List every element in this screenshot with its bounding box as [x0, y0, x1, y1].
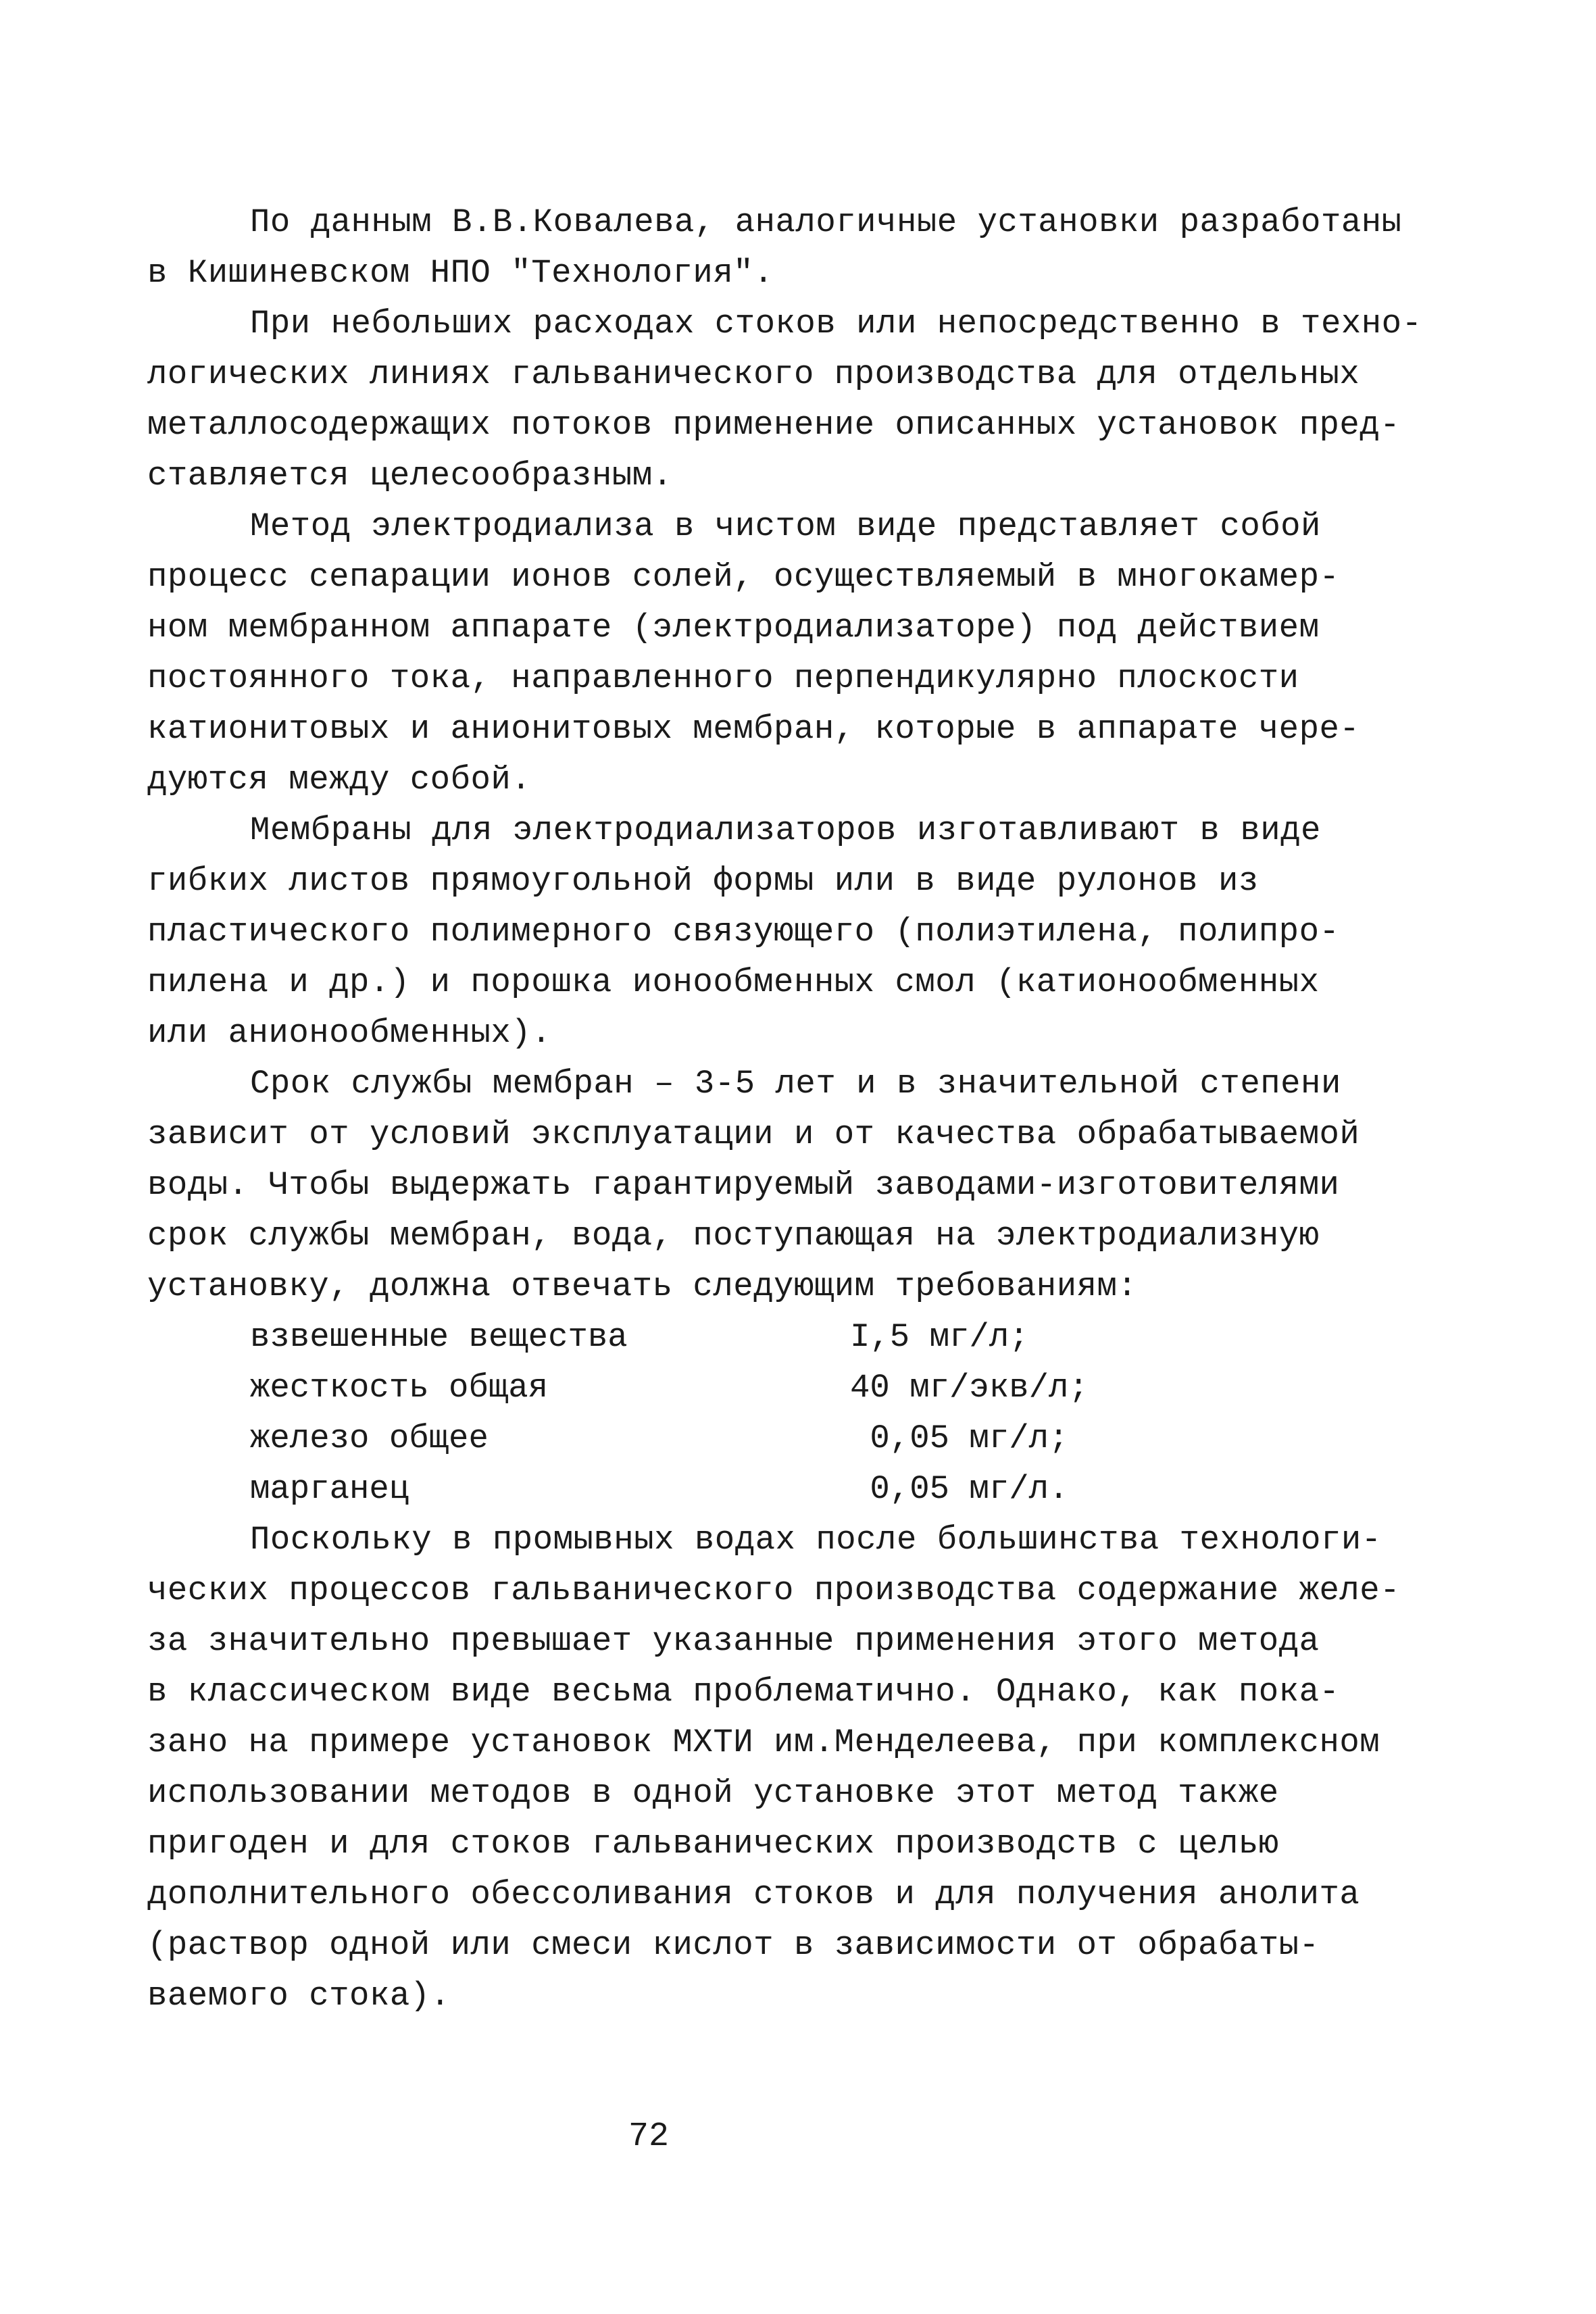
paragraph-4	[147, 805, 1472, 1059]
requirement-row	[147, 1413, 1472, 1464]
paragraph-line: использовании методов в одной установке этот метод также	[147, 1774, 1279, 1812]
paragraph-line: катионитовых и анионитовых мембран, которые в аппарате чере-	[147, 710, 1360, 748]
paragraph-3	[147, 501, 1472, 805]
requirement-row	[147, 1464, 1472, 1515]
paragraph-line: срок службы мембран, вода, поступающая на электродиализную	[147, 1217, 1320, 1255]
body-text	[147, 197, 1472, 2021]
requirement-row	[147, 1363, 1472, 1413]
paragraph-line: гибких листов прямоугольной формы или в виде рулонов из	[147, 862, 1259, 900]
paragraph-line: дополнительного обессоливания стоков и для получения анолита	[147, 1876, 1360, 1913]
requirement-value: I,5 мг/л;	[850, 1318, 1029, 1356]
paragraph-line: логических линиях гальванического производства для отдельных	[147, 355, 1360, 393]
paragraph-line: металлосодержащих потоков применение описанных установок пред-	[147, 406, 1401, 444]
requirement-value: 0,05 мг/л;	[850, 1419, 1069, 1457]
paragraph-2	[147, 299, 1472, 501]
requirement-name: жесткость общая	[250, 1369, 549, 1407]
paragraph-line: ставляется целесообразным.	[147, 457, 673, 495]
paragraph-1	[147, 197, 1472, 299]
requirement-value: 40 мг/экв/л;	[850, 1369, 1089, 1407]
paragraph-line: (раствор одной или смеси кислот в зависимости от обрабаты-	[147, 1926, 1320, 1964]
requirement-value: 0,05 мг/л.	[850, 1470, 1069, 1508]
paragraph-line: зано на примере установок МХТИ им.Менделеева, при комплексном	[147, 1724, 1380, 1761]
paragraph-line: ном мембранном аппарате (электродиализаторе) под действием	[147, 609, 1320, 647]
requirement-row	[147, 1312, 1472, 1363]
paragraph-line: пригоден и для стоков гальванических производств с целью	[147, 1825, 1279, 1863]
requirement-name: взвешенные вещества	[250, 1318, 628, 1356]
paragraph-line: за значительно превышает указанные применения этого метода	[147, 1622, 1320, 1660]
paragraph-6	[147, 1515, 1472, 2021]
requirement-name: железо общее	[250, 1419, 489, 1457]
paragraph-line: пилена и др.) и порошка ионообменных смол (катионообменных	[147, 963, 1320, 1001]
paragraph-line: постоянного тока, направленного перпендикулярно плоскости	[147, 659, 1299, 697]
requirements-list	[147, 1312, 1472, 1515]
paragraph-line: При небольших расходах стоков или непосредственно в техно-	[250, 305, 1422, 343]
paragraph-line: зависит от условий эксплуатации и от качества обрабатываемой	[147, 1115, 1360, 1153]
paragraph-line: пластического полимерного связующего (полиэтилена, полипро-	[147, 913, 1340, 951]
paragraph-line: в классическом виде весьма проблематично. Однако, как пока-	[147, 1673, 1340, 1711]
paragraph-line: ческих процессов гальванического производства содержание желе-	[147, 1571, 1401, 1609]
paragraph-line: в Кишиневском НПО "Технология".	[147, 254, 774, 292]
paragraph-line: Срок службы мембран – 3-5 лет и в значительной степени	[250, 1065, 1341, 1103]
paragraph-line: Поскольку в промывных водах после большинства технологи-	[250, 1521, 1382, 1559]
paragraph-line: По данным В.В.Ковалева, аналогичные установки разработаны	[250, 203, 1402, 241]
paragraph-line: Метод электродиализа в чистом виде представляет собой	[250, 507, 1321, 545]
paragraph-line: ваемого стока).	[147, 1977, 451, 2015]
paragraph-line: воды. Чтобы выдержать гарантируемый заводами-изготовителями	[147, 1166, 1340, 1204]
paragraph-line: Мембраны для электродиализаторов изготавливают в виде	[250, 811, 1321, 849]
requirement-name: марганец	[250, 1470, 409, 1508]
page-number: 72	[628, 2117, 669, 2156]
paragraph-5	[147, 1059, 1472, 1312]
paragraph-line: процесс сепарации ионов солей, осуществляемый в многокамер-	[147, 558, 1340, 596]
paragraph-line: дуются между собой.	[147, 761, 532, 799]
paragraph-line: или анионообменных).	[147, 1014, 552, 1052]
paragraph-line: установку, должна отвечать следующим требованиям:	[147, 1267, 1138, 1305]
